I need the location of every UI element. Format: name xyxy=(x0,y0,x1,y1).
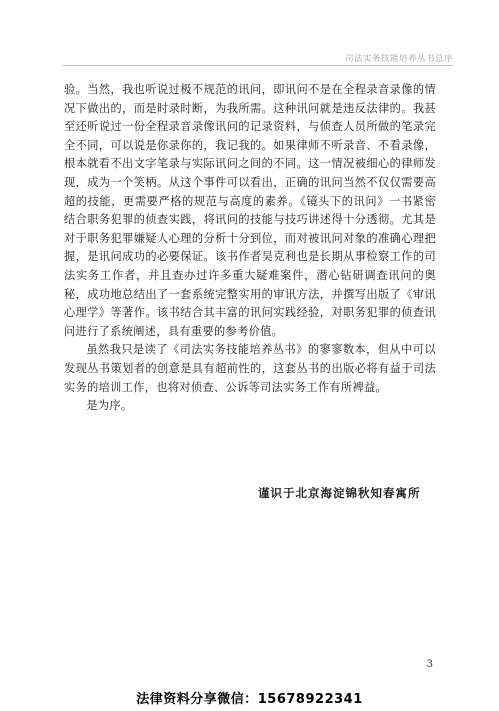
header-divider xyxy=(62,65,453,66)
signature: 谨识于北京海淀锦秋知春寓所 xyxy=(258,486,421,500)
paragraph: 虽然我只是读了《司法实务技能培养丛书》的寥寥数本，但从中可以发现丛书策划者的创意是具有超前性的，这套丛书的出版必将有益于司法实务的培训工作，也将对侦查、公诉等司法实务工作有所裨益。 xyxy=(64,343,436,394)
paragraph-continuation: 验。当然，我也听说过极不规范的讯问，即讯问不是在全程录音录像的情况下做出的，而是时录时断，为我所需。这种讯问就是违反法律的。我甚至还听说过一份全程录音录像讯问的记录资料，与侦查人员所做的笔录完全不同，可以说是你录你的，我记我的。如果律师不听录音、不看录像，根本就看不出文字笔录与实际讯问之间的不同。这一情况被细心的律师发现，成为一个笑柄。从这个事件可以看出，正确的讯问当然不仅仅需要高超的技能，更需要严格的规范与高度的素养。《镜头下的讯问》一书紧密结合职务犯罪的侦查实践，将讯问的技能与技巧讲述得十分透彻。尤其是对于职务犯罪嫌疑人心理的分析十分到位，而对被讯问对象的准确心理把握，是讯问成功的必要保证。该书作者吴克利也是长期从事检察工作的司法实务工作者，并且查办过许多重大疑难案件，潜心钻研调查讯问的奥秘，成功地总结出了一套系统完整实用的审讯方法，并撰写出版了《审讯心理学》等著作。该书结合其丰富的讯问实践经验，对职务犯罪的侦查讯问进行了系统阐述，具有重要的参考价值。 xyxy=(64,83,436,338)
paragraph-closing: 是为序。 xyxy=(86,399,133,413)
footer-watermark: 法律资料分享微信：15678922341 xyxy=(136,692,363,707)
body-text xyxy=(64,81,436,416)
running-header: 司法实务技能培养丛书总序 xyxy=(344,54,453,64)
page-number: 3 xyxy=(426,659,433,670)
